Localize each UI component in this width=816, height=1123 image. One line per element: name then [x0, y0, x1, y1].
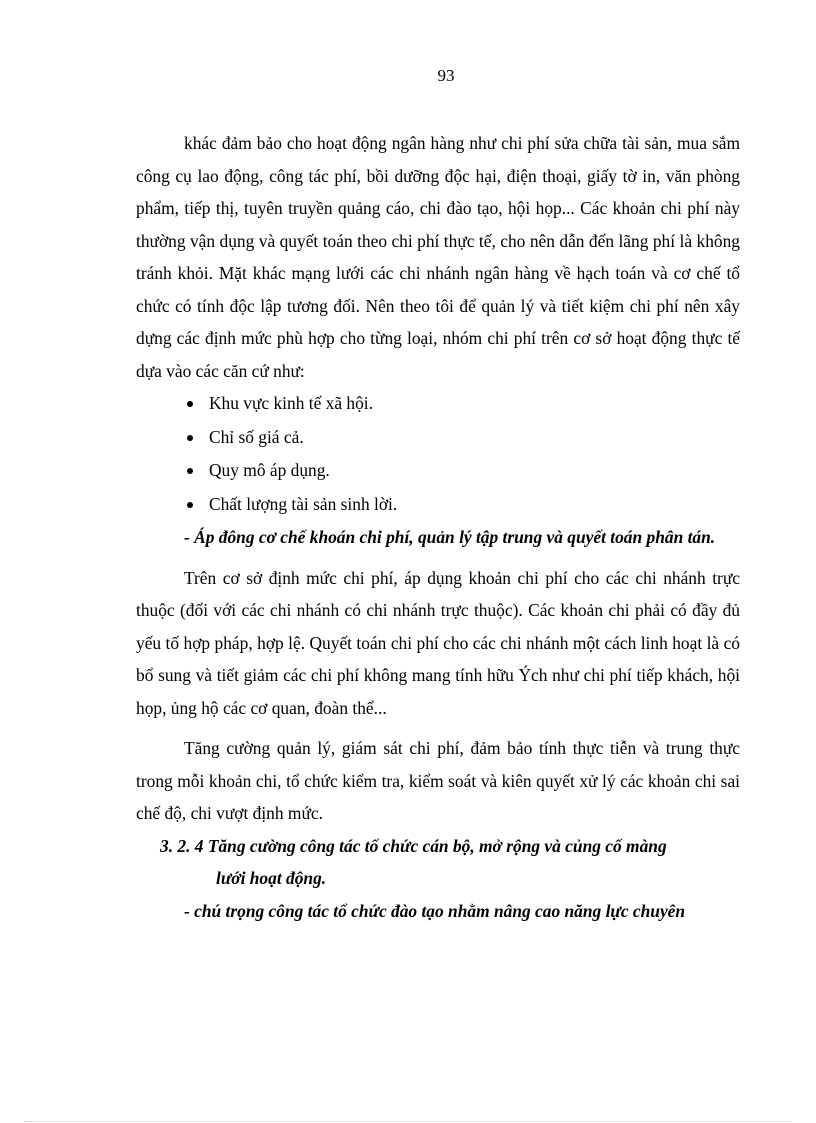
document-body — [136, 127, 740, 927]
bold-italic-statement: - Áp đông cơ chế khoán chi phí, quản lý tập trung và quyết toán phân tán. — [184, 527, 716, 547]
section-heading-line2: lưới hoạt động. — [216, 868, 327, 888]
list-item: Quy mô áp dụng. — [136, 454, 740, 488]
paragraph-cost-supervision: Tăng cường quản lý, giám sát chi phí, đảm bảo tính thực tiễn và trung thực trong mỗi khoản chi, tổ chức kiểm tra, kiểm soát và kiên quyết xử lý các khoản chi sai chế độ, chi vượt định mức. — [136, 738, 740, 823]
section-heading — [136, 830, 740, 895]
criteria-list — [136, 387, 740, 521]
list-item: Khu vực kinh tế xã hội. — [136, 387, 740, 421]
sub-point: - chú trọng công tác tổ chức đào tạo nhằm nâng cao năng lực chuyên — [184, 900, 686, 921]
page-number: 93 — [437, 66, 455, 85]
paragraph-cost-items: khác đảm bảo cho hoạt động ngân hàng như chi phí sửa chữa tài sản, mua sắm công cụ lao động, công tác phí, bồi dưỡng độc hại, điện thoại, giấy tờ in, văn phòng phẩm, tiếp thị, tuyên truyền quảng cáo, chi đào tạo, hội họp... Các khoản chi phí này thường vận dụng và quyết toán theo chi phí thực tế, cho nên dẫn đến lãng phí là không tránh khỏi. Mặt khác mạng lưới các chi nhánh ngân hàng về hạch toán và cơ chế tổ chức có tính độc lập tương đối. Nên theo tôi để quản lý và tiết kiệm chi phí nên xây dựng các định mức phù hợp cho từng loại, nhóm chi phí trên cơ sở hoạt động thực tế dựa vào các căn cứ như: — [136, 133, 740, 381]
paragraph-cost-allocation: Trên cơ sở định mức chi phí, áp dụng khoản chi phí cho các chi nhánh trực thuộc (đối với các chi nhánh có chi nhánh trực thuộc). Các khoản chi phải có đầy đủ yếu tố hợp pháp, hợp lệ. Quyết toán chi phí cho các chi nhánh một cách linh hoạt là có bổ sung và tiết giảm các chi phí không mang tính hữu Ých như chi phí tiếp khách, hội họp, ủng hộ các cơ quan, đoàn thể... — [136, 567, 740, 718]
section-heading-line1: 3. 2. 4 Tăng cường công tác tổ chức cán bộ, mở rộng và củng cố màng — [160, 835, 667, 856]
list-item: Chất lượng tài sản sinh lời. — [136, 488, 740, 522]
list-item: Chỉ số giá cả. — [136, 421, 740, 455]
page-bottom-divider — [24, 1121, 792, 1122]
